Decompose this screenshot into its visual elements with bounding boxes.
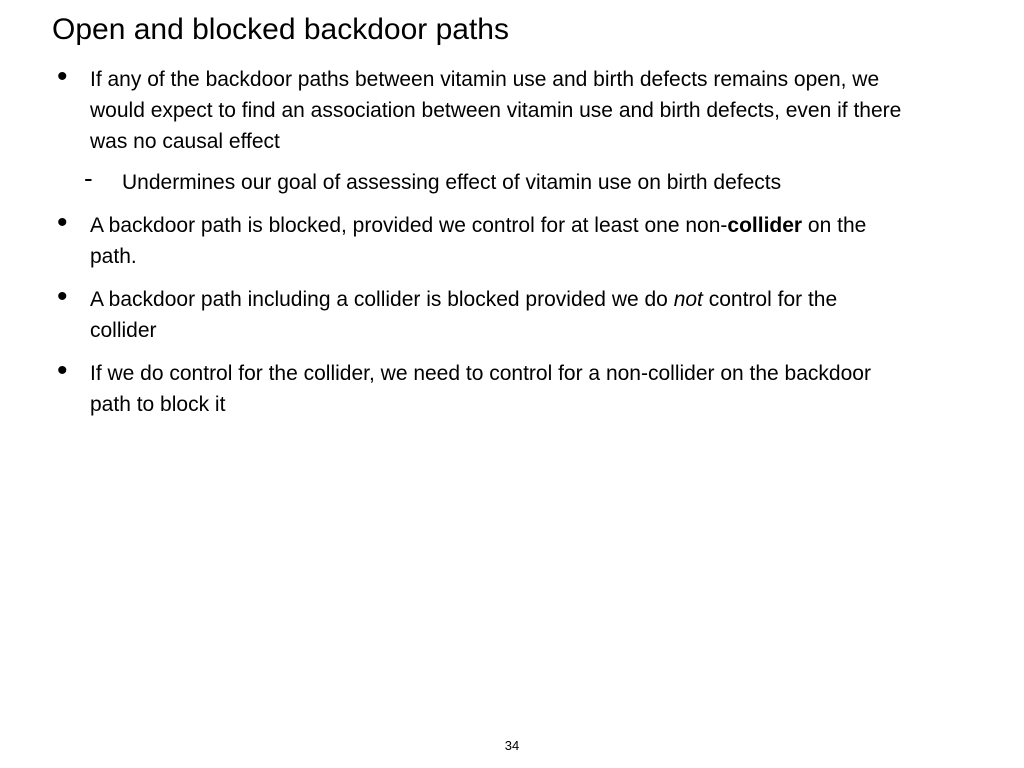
bullet-text-part: A backdoor path including a collider is blocked provided we do (90, 288, 674, 311)
slide-title: Open and blocked backdoor paths (52, 13, 509, 46)
sub-bullet-item (0, 163, 906, 198)
bullet-icon: • (57, 60, 68, 93)
bullet-text-part: on the path. (90, 214, 867, 268)
bullet-item (0, 60, 906, 157)
bullet-item (0, 280, 906, 346)
bullet-text-part: control for the collider (90, 288, 838, 342)
bullet-text-part: A backdoor path is blocked, provided we control for at least one non- (90, 214, 728, 237)
bullet-icon: • (57, 354, 68, 387)
bullet-text: If we do control for the collider, we need to control for a non-collider on the backdoor path to block it (90, 362, 871, 416)
bullet-text (90, 210, 906, 272)
bullet-list (0, 60, 1024, 432)
bullet-item (0, 206, 906, 272)
bold-term: collider (727, 214, 803, 237)
sub-bullet-text: Undermines our goal of assessing effect of vitamin use on birth defects (122, 171, 782, 194)
bullet-icon: • (57, 206, 68, 239)
page-number: 34 (504, 738, 520, 753)
bullet-icon: • (57, 280, 68, 313)
bullet-item (0, 354, 906, 420)
bullet-text (90, 284, 906, 346)
italic-term: not (673, 288, 703, 311)
dash-icon: - (84, 163, 93, 193)
bullet-text: If any of the backdoor paths between vitamin use and birth defects remains open, we would expect to find an association between vitamin use and birth defects, even if there was no causal effect (90, 68, 902, 153)
